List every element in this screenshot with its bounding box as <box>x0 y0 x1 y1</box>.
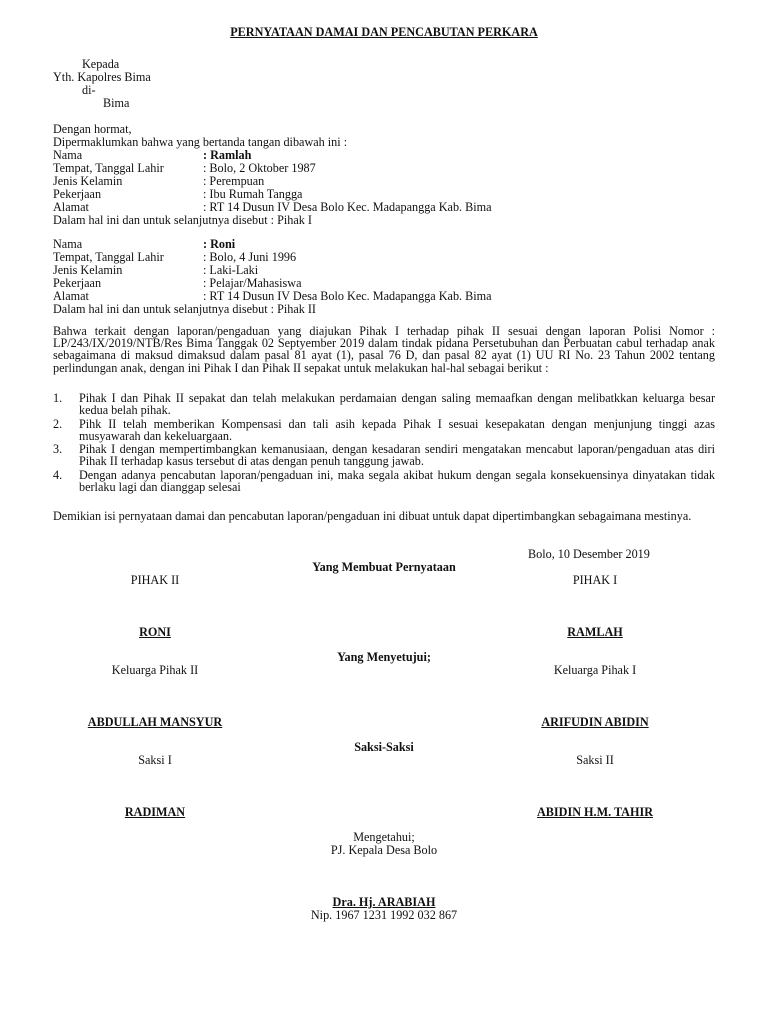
document-title: PERNYATAAN DAMAI DAN PENCABUTAN PERKARA <box>230 25 538 39</box>
official-nip: Nip. 1967 1231 1992 032 867 <box>310 908 458 922</box>
party1-alamat: : RT 14 Dusun IV Desa Bolo Kec. Madapangga Kab. Bima <box>203 200 492 214</box>
party2-ttl-row <box>53 251 296 263</box>
list-item <box>53 469 715 494</box>
party2-alamat-row <box>53 290 492 302</box>
point-text: Pihak I dan Pihak II sepakat dan telah melakukan perdamaian dengan saling memaafkan dengan melibatkkan keluarga besar kedua belah pihak. <box>79 391 715 418</box>
known-role: PJ. Kepala Desa Bolo <box>330 843 438 857</box>
party1-note: Dalam hal ini dan untuk selanjutnya disebut : Pihak I <box>53 213 312 227</box>
party2-pekerjaan-row <box>53 277 302 289</box>
body-paragraph: Bahwa terkait dengan laporan/pengaduan yang diajukan Pihak I terhadap pihak II sesuai dengan laporan Polisi Nomor : LP/243/IX/2019/NTB/Res Bima Tanggak 02 Septyember 2019 dalam tindak pidana Persetubuhan dan Perbuatan cabul terhadap anak sebagaimana di maksud dimaksud dalam pasal 81 ayat (1), pasal 76 D, dan pasal 82 ayat (1) UU RI No. 23 Tahun 2002 tentang perlindungan anak, dengan ini Pihak I dan Pihak II sepakat untuk melakukan hal-hal sebagai berikut : <box>53 324 715 375</box>
point-text: Pihk II telah memberikan Kompensasi dan tali asih kepada Pihak I sesuai kesepakatan dengan menjunjung tinggi azas musyawarah dan kekeluargaan. <box>79 416 715 443</box>
party1-nama: : Ramlah <box>203 148 252 162</box>
role-keluarga-pihak-i: Keluarga Pihak I <box>553 663 637 677</box>
point-number: 2. <box>53 416 63 431</box>
label-nama: Nama <box>53 237 83 251</box>
closing-paragraph: Demikian isi pernyataan damai dan pencabutan laporan/pengaduan ini dibuat untuk dapat dipertimbangkan sebagaimana mestinya. <box>53 509 692 523</box>
party1-ttl: : Bolo, 2 Oktober 1987 <box>203 161 316 175</box>
party1-nama-row <box>53 149 251 161</box>
signer-abidin-hm-tahir: ABIDIN H.M. TAHIR <box>536 805 654 819</box>
party1-jk: : Perempuan <box>203 174 265 188</box>
party2-nama-row <box>53 238 235 250</box>
label-nama: Nama <box>53 148 83 162</box>
role-saksi-ii: Saksi II <box>576 753 614 767</box>
list-item <box>53 392 715 417</box>
party2-jk-row <box>53 264 258 276</box>
point-text: Pihak I dengan mempertimbangkan kemanusiaan, dengan kesadaran sendiri mengatakan mencabut laporan/pengaduan atas diri Pihak II terhadap kasus tersebut di atas dengan penuh tanggung jawab. <box>79 442 715 469</box>
party2-pekerjaan: : Pelajar/Mahasiswa <box>203 276 302 290</box>
recipient-yth: Yth. Kapolres Bima <box>53 70 151 84</box>
party1-pekerjaan: : Ibu Rumah Tangga <box>203 187 303 201</box>
label-pekerjaan: Pekerjaan <box>53 187 102 201</box>
point-number: 4. <box>53 467 63 482</box>
heading-saksi: Saksi-Saksi <box>354 740 414 754</box>
party1-jk-row <box>53 175 264 187</box>
signer-roni: RONI <box>139 625 171 639</box>
label-ttl: Tempat, Tanggal Lahir <box>53 250 164 264</box>
party2-ttl: : Bolo, 4 Juni 1996 <box>203 250 297 264</box>
signing-date: Bolo, 10 Desember 2019 <box>528 547 650 561</box>
points-list <box>53 392 715 494</box>
party1-alamat-row <box>53 201 492 213</box>
label-ttl: Tempat, Tanggal Lahir <box>53 161 164 175</box>
point-text: Dengan adanya pencabutan laporan/pengaduan ini, maka segala akibat hukum dengan segala konsekuensinya dinyatakan tidak berlaku lagi dan dianggap selesai <box>79 467 715 495</box>
party2-nama: : Roni <box>203 237 236 251</box>
party2-note: Dalam hal ini dan untuk selanjutnya disebut : Pihak II <box>53 302 316 316</box>
greeting: Dengan hormat, <box>53 122 132 136</box>
list-item <box>53 443 715 468</box>
label-jk: Jenis Kelamin <box>53 263 123 277</box>
point-number: 3. <box>53 442 63 457</box>
intro: Dipermaklumkan bahwa yang bertanda tangan dibawah ini : <box>53 135 348 149</box>
heading-pernyataan: Yang Membuat Pernyataan <box>312 560 456 574</box>
known-by: Mengetahui; <box>353 830 415 844</box>
party2-alamat: : RT 14 Dusun IV Desa Bolo Kec. Madapangga Kab. Bima <box>203 289 492 303</box>
signer-abdullah-mansyur: ABDULLAH MANSYUR <box>87 715 223 729</box>
label-jk: Jenis Kelamin <box>53 174 123 188</box>
role-pihak-ii: PIHAK II <box>130 573 180 587</box>
signer-arifudin-abidin: ARIFUDIN ABIDIN <box>541 715 649 729</box>
recipient-place: Bima <box>103 96 130 110</box>
heading-menyetujui: Yang Menyetujui; <box>337 650 431 664</box>
recipient-kepada: Kepada <box>82 57 120 71</box>
party2-jk: : Laki-Laki <box>203 263 259 277</box>
label-alamat: Alamat <box>53 289 89 303</box>
signer-radiman: RADIMAN <box>124 805 186 819</box>
official-name: Dra. Hj. ARABIAH <box>332 895 436 909</box>
label-pekerjaan: Pekerjaan <box>53 276 102 290</box>
signer-ramlah: RAMLAH <box>567 625 623 639</box>
recipient-di: di- <box>82 83 96 97</box>
role-pihak-i: PIHAK I <box>572 573 618 587</box>
list-item <box>53 418 715 443</box>
role-saksi-i: Saksi I <box>138 753 172 767</box>
label-alamat: Alamat <box>53 200 89 214</box>
party1-pekerjaan-row <box>53 188 302 200</box>
role-keluarga-pihak-ii: Keluarga Pihak II <box>111 663 199 677</box>
point-number: 1. <box>53 391 63 405</box>
party1-ttl-row <box>53 162 316 174</box>
